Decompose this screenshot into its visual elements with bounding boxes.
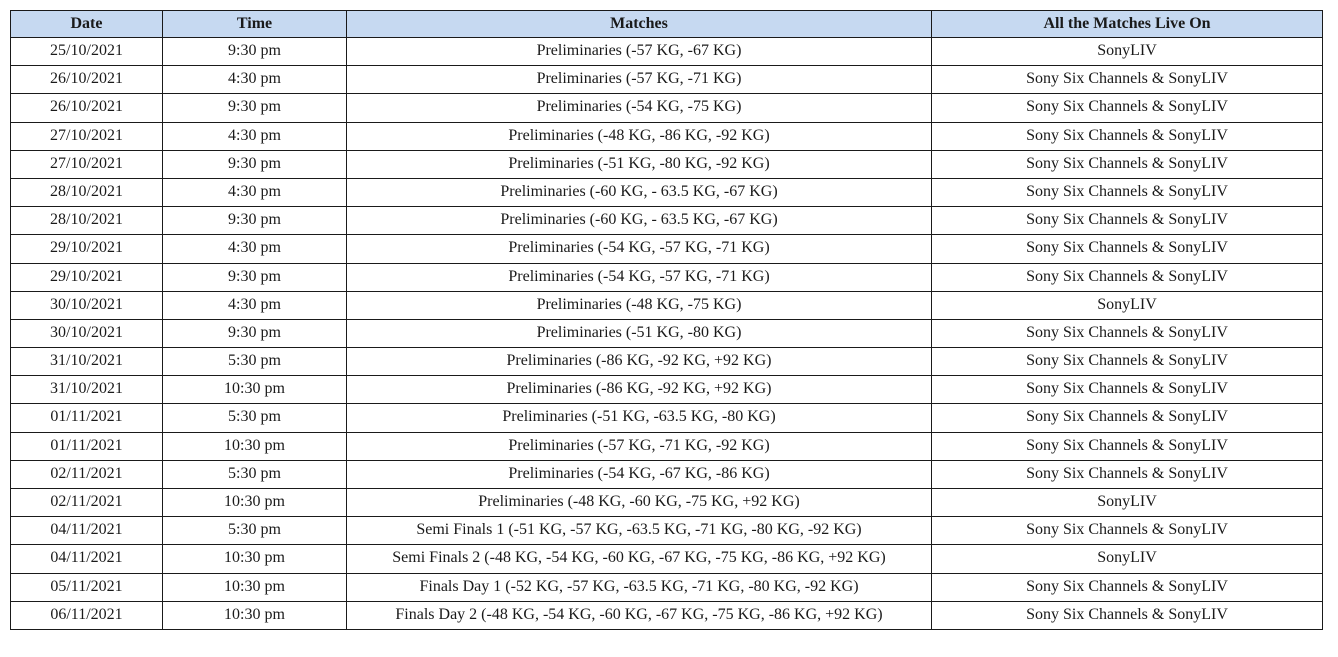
cell-matches: Preliminaries (-54 KG, -57 KG, -71 KG) bbox=[347, 263, 932, 291]
cell-live-on: Sony Six Channels & SonyLIV bbox=[932, 432, 1323, 460]
cell-live-on: Sony Six Channels & SonyLIV bbox=[932, 66, 1323, 94]
table-row bbox=[11, 122, 1323, 150]
table-row bbox=[11, 291, 1323, 319]
cell-live-on: Sony Six Channels & SonyLIV bbox=[932, 94, 1323, 122]
cell-date: 26/10/2021 bbox=[11, 94, 163, 122]
cell-time: 10:30 pm bbox=[163, 573, 347, 601]
cell-date: 28/10/2021 bbox=[11, 178, 163, 206]
cell-time: 9:30 pm bbox=[163, 319, 347, 347]
cell-time: 10:30 pm bbox=[163, 489, 347, 517]
cell-time: 5:30 pm bbox=[163, 348, 347, 376]
column-header-matches: Matches bbox=[347, 11, 932, 38]
cell-date: 27/10/2021 bbox=[11, 122, 163, 150]
cell-matches: Finals Day 1 (-52 KG, -57 KG, -63.5 KG, -71 KG, -80 KG, -92 KG) bbox=[347, 573, 932, 601]
cell-date: 31/10/2021 bbox=[11, 376, 163, 404]
cell-matches: Preliminaries (-57 KG, -67 KG) bbox=[347, 38, 932, 66]
table-row bbox=[11, 150, 1323, 178]
cell-date: 29/10/2021 bbox=[11, 235, 163, 263]
cell-date: 04/11/2021 bbox=[11, 545, 163, 573]
cell-live-on: Sony Six Channels & SonyLIV bbox=[932, 348, 1323, 376]
table-row bbox=[11, 319, 1323, 347]
cell-date: 27/10/2021 bbox=[11, 150, 163, 178]
match-schedule-table bbox=[10, 10, 1323, 630]
table-row bbox=[11, 66, 1323, 94]
table-row bbox=[11, 178, 1323, 206]
cell-date: 02/11/2021 bbox=[11, 460, 163, 488]
cell-live-on: Sony Six Channels & SonyLIV bbox=[932, 150, 1323, 178]
cell-matches: Preliminaries (-48 KG, -86 KG, -92 KG) bbox=[347, 122, 932, 150]
cell-matches: Preliminaries (-48 KG, -75 KG) bbox=[347, 291, 932, 319]
cell-live-on: SonyLIV bbox=[932, 489, 1323, 517]
cell-matches: Preliminaries (-60 KG, - 63.5 KG, -67 KG) bbox=[347, 178, 932, 206]
cell-live-on: Sony Six Channels & SonyLIV bbox=[932, 517, 1323, 545]
table-row bbox=[11, 38, 1323, 66]
cell-date: 04/11/2021 bbox=[11, 517, 163, 545]
cell-matches: Semi Finals 1 (-51 KG, -57 KG, -63.5 KG, -71 KG, -80 KG, -92 KG) bbox=[347, 517, 932, 545]
cell-matches: Preliminaries (-86 KG, -92 KG, +92 KG) bbox=[347, 348, 932, 376]
cell-matches: Preliminaries (-54 KG, -67 KG, -86 KG) bbox=[347, 460, 932, 488]
cell-date: 29/10/2021 bbox=[11, 263, 163, 291]
table-row bbox=[11, 517, 1323, 545]
table-row bbox=[11, 207, 1323, 235]
table-body bbox=[11, 38, 1323, 630]
table-row bbox=[11, 432, 1323, 460]
cell-matches: Preliminaries (-57 KG, -71 KG) bbox=[347, 66, 932, 94]
cell-time: 9:30 pm bbox=[163, 207, 347, 235]
cell-time: 9:30 pm bbox=[163, 38, 347, 66]
cell-date: 30/10/2021 bbox=[11, 319, 163, 347]
cell-time: 4:30 pm bbox=[163, 178, 347, 206]
cell-live-on: Sony Six Channels & SonyLIV bbox=[932, 404, 1323, 432]
cell-time: 5:30 pm bbox=[163, 517, 347, 545]
cell-live-on: Sony Six Channels & SonyLIV bbox=[932, 263, 1323, 291]
cell-live-on: Sony Six Channels & SonyLIV bbox=[932, 319, 1323, 347]
table-row bbox=[11, 376, 1323, 404]
cell-live-on: Sony Six Channels & SonyLIV bbox=[932, 573, 1323, 601]
header-row bbox=[11, 11, 1323, 38]
cell-time: 4:30 pm bbox=[163, 66, 347, 94]
cell-date: 01/11/2021 bbox=[11, 404, 163, 432]
cell-live-on: Sony Six Channels & SonyLIV bbox=[932, 207, 1323, 235]
table-row bbox=[11, 601, 1323, 629]
cell-matches: Preliminaries (-51 KG, -63.5 KG, -80 KG) bbox=[347, 404, 932, 432]
cell-time: 4:30 pm bbox=[163, 235, 347, 263]
cell-matches: Preliminaries (-57 KG, -71 KG, -92 KG) bbox=[347, 432, 932, 460]
cell-time: 4:30 pm bbox=[163, 122, 347, 150]
cell-time: 9:30 pm bbox=[163, 94, 347, 122]
table-row bbox=[11, 573, 1323, 601]
cell-date: 05/11/2021 bbox=[11, 573, 163, 601]
cell-time: 10:30 pm bbox=[163, 376, 347, 404]
cell-time: 5:30 pm bbox=[163, 404, 347, 432]
cell-time: 10:30 pm bbox=[163, 601, 347, 629]
cell-matches: Preliminaries (-54 KG, -57 KG, -71 KG) bbox=[347, 235, 932, 263]
cell-time: 4:30 pm bbox=[163, 291, 347, 319]
cell-time: 9:30 pm bbox=[163, 263, 347, 291]
cell-live-on: Sony Six Channels & SonyLIV bbox=[932, 601, 1323, 629]
cell-matches: Preliminaries (-54 KG, -75 KG) bbox=[347, 94, 932, 122]
table-row bbox=[11, 545, 1323, 573]
cell-live-on: Sony Six Channels & SonyLIV bbox=[932, 460, 1323, 488]
cell-matches: Semi Finals 2 (-48 KG, -54 KG, -60 KG, -67 KG, -75 KG, -86 KG, +92 KG) bbox=[347, 545, 932, 573]
cell-matches: Preliminaries (-86 KG, -92 KG, +92 KG) bbox=[347, 376, 932, 404]
cell-live-on: Sony Six Channels & SonyLIV bbox=[932, 235, 1323, 263]
cell-date: 06/11/2021 bbox=[11, 601, 163, 629]
table-row bbox=[11, 460, 1323, 488]
cell-live-on: Sony Six Channels & SonyLIV bbox=[932, 122, 1323, 150]
cell-matches: Finals Day 2 (-48 KG, -54 KG, -60 KG, -67 KG, -75 KG, -86 KG, +92 KG) bbox=[347, 601, 932, 629]
cell-time: 5:30 pm bbox=[163, 460, 347, 488]
column-header-date: Date bbox=[11, 11, 163, 38]
table-row bbox=[11, 235, 1323, 263]
cell-date: 30/10/2021 bbox=[11, 291, 163, 319]
cell-time: 10:30 pm bbox=[163, 432, 347, 460]
cell-live-on: SonyLIV bbox=[932, 545, 1323, 573]
cell-live-on: Sony Six Channels & SonyLIV bbox=[932, 178, 1323, 206]
cell-matches: Preliminaries (-48 KG, -60 KG, -75 KG, +92 KG) bbox=[347, 489, 932, 517]
table-row bbox=[11, 404, 1323, 432]
cell-live-on: SonyLIV bbox=[932, 38, 1323, 66]
cell-time: 10:30 pm bbox=[163, 545, 347, 573]
cell-date: 02/11/2021 bbox=[11, 489, 163, 517]
cell-date: 01/11/2021 bbox=[11, 432, 163, 460]
column-header-time: Time bbox=[163, 11, 347, 38]
cell-live-on: SonyLIV bbox=[932, 291, 1323, 319]
cell-time: 9:30 pm bbox=[163, 150, 347, 178]
cell-matches: Preliminaries (-51 KG, -80 KG, -92 KG) bbox=[347, 150, 932, 178]
cell-date: 26/10/2021 bbox=[11, 66, 163, 94]
cell-date: 31/10/2021 bbox=[11, 348, 163, 376]
table-header bbox=[11, 11, 1323, 38]
table-row bbox=[11, 94, 1323, 122]
cell-matches: Preliminaries (-51 KG, -80 KG) bbox=[347, 319, 932, 347]
cell-matches: Preliminaries (-60 KG, - 63.5 KG, -67 KG) bbox=[347, 207, 932, 235]
table-row bbox=[11, 348, 1323, 376]
cell-date: 28/10/2021 bbox=[11, 207, 163, 235]
column-header-live-on: All the Matches Live On bbox=[932, 11, 1323, 38]
table-row bbox=[11, 489, 1323, 517]
table-row bbox=[11, 263, 1323, 291]
cell-live-on: Sony Six Channels & SonyLIV bbox=[932, 376, 1323, 404]
cell-date: 25/10/2021 bbox=[11, 38, 163, 66]
